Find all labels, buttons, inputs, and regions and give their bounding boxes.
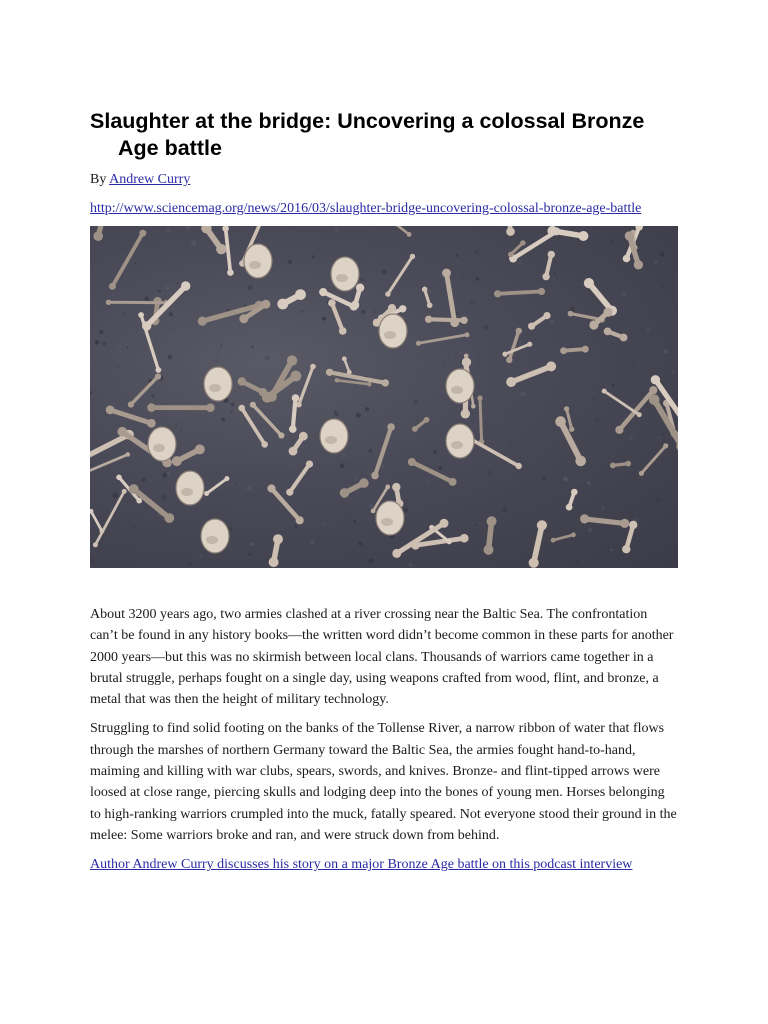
byline-prefix: By [90,172,110,187]
bone-shape [238,377,268,396]
bone-shape [147,403,215,412]
skull-shape [176,471,204,505]
bone-shape [408,458,457,486]
skull-shape [204,367,232,401]
bone-shape [93,226,111,241]
skull-shape [379,314,407,348]
bone-shape [604,328,628,342]
bone-shape [328,299,346,335]
podcast-link[interactable]: Author Andrew Curry discusses his story on a major Bronze Age battle on this podcast interview [90,857,633,873]
source-url-link[interactable]: http://www.sciencemag.org/news/2016/03/slaughter-bridge-uncovering-colossal-bronze-age-battle [90,201,642,216]
bone-shape [506,328,522,363]
byline [90,171,678,189]
bone-shape [109,230,146,290]
bone-shape [602,389,642,418]
bone-shape [551,532,576,542]
bone-shape [342,356,352,374]
bone-shape [128,373,161,407]
author-link[interactable]: Andrew Curry [109,172,191,187]
bone-shape [494,288,545,298]
bone-shape [385,254,415,297]
podcast-line [90,854,678,875]
bone-shape [296,364,316,408]
bone-shape [529,520,547,568]
bone-shape [201,226,226,254]
bone-shape [560,346,589,355]
bone-shape [90,452,130,475]
bone-field-illustration [90,226,678,568]
paragraph-1: About 3200 years ago, two armies clashed at a river crossing near the Baltic Sea. The confrontation can’t be found in any history books—the written word didn’t become common in these parts for another 2000 years—but this was no skirmish between local clans. Thousands of warriors came together in a brutal struggle, perhaps fought on a single day, using weapons crafted from wood, flint, and bronze, a metal that was then the height of military technology. [90,607,674,708]
skull-shape [244,244,272,278]
paragraph-2: Struggling to find solid footing on the banks of the Tollense River, a narrow ribbon of water that flows through the marshes of northern Germany toward the Baltic Sea, the armies fought hand-to-hand, maiming and killing with war clubs, spears, swords, and knives. Bronze- and flint-tipped arrows were loosed at close range, piercing skulls and lodging deep into the bones of young men. Horses belonging to high-ranking warriors crumpled into the muck, fatally speared. Not everyone stood their ground in the melee: Some warriors broke and ran, and were struck down from behind. [90,721,677,843]
bone-shape [468,436,522,469]
bone-shape [639,443,669,476]
bone-shape [390,226,412,237]
skull-shape [201,519,229,553]
bone-shape [204,476,229,496]
bone-shape [425,316,468,324]
article [90,108,678,875]
bone-shape [506,361,556,387]
skull-shape [446,369,474,403]
bone-shape [615,386,657,434]
bone-shape [238,405,268,448]
bone-shape [502,342,532,357]
skull-shape [376,501,404,535]
bone-shape [277,289,306,309]
bone-shape [412,417,430,432]
source-url [90,200,678,218]
bone-shape [580,514,629,528]
bone-shape [477,395,484,444]
bone-shape [289,394,299,433]
bone-shape [371,423,395,479]
bone-shape [566,489,578,511]
skull-shape [320,419,348,453]
article-body [90,604,678,846]
article-title: Slaughter at the bridge: Uncovering a colossal Bronze Age battle [90,109,645,160]
bone-shape [610,461,631,469]
bone-shape [93,489,127,547]
bone-shape [286,461,313,496]
bone-shape [129,484,174,523]
bone-shape [416,332,470,346]
skull-shape [446,424,474,458]
bone-shape [542,251,555,281]
skull-shape [148,427,176,461]
bone-shape [289,432,308,456]
skull-shape [331,257,359,291]
bone-shape [547,226,588,241]
bone-shape [172,444,205,466]
bone-shape [422,287,433,309]
bone-shape [484,516,497,554]
bone-shape [250,402,285,439]
bone-shape [340,478,369,497]
bone-shape [269,534,283,567]
bone-shape [528,312,551,330]
article-photo [90,226,678,568]
